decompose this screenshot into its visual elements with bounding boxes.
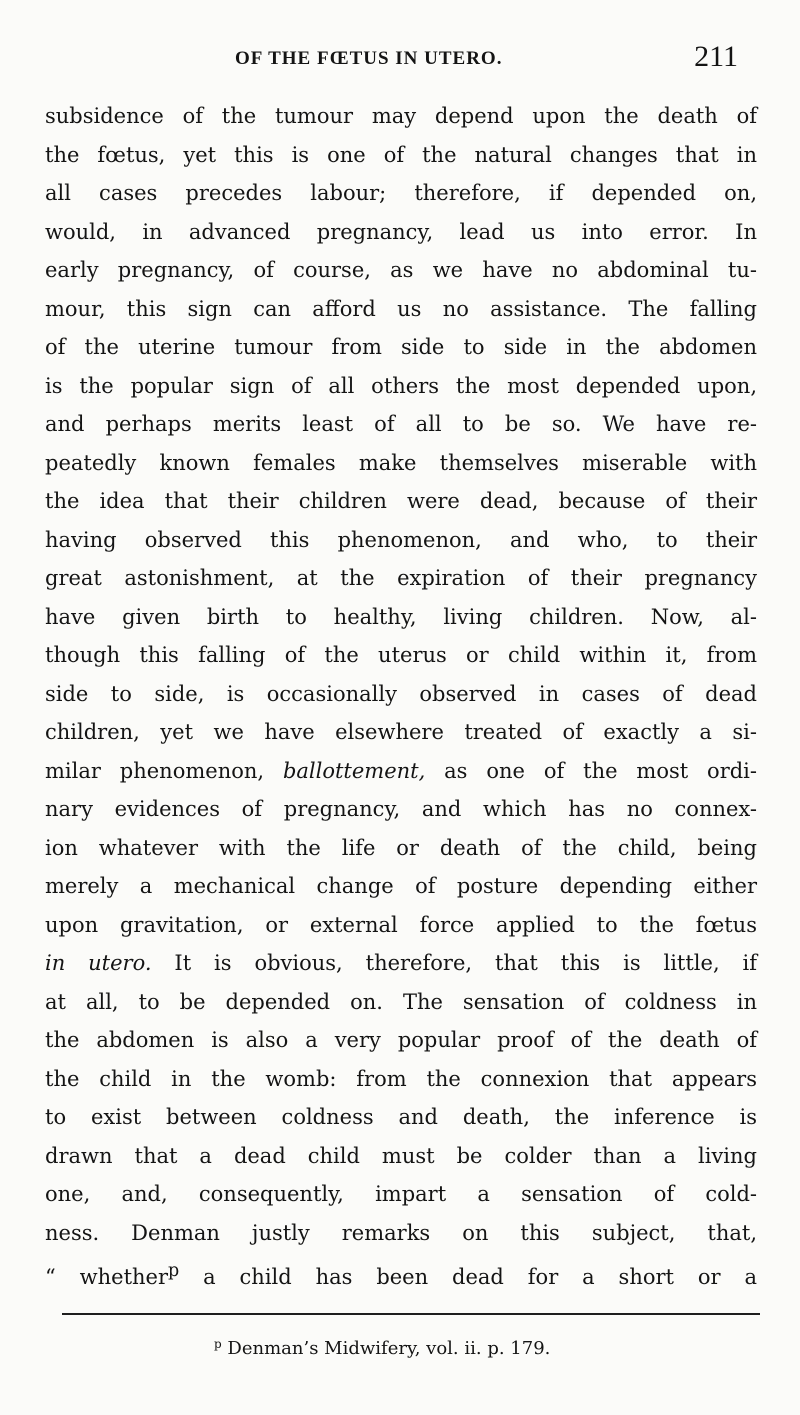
text-line-10: peatedly known females make themselves miserable with xyxy=(45,450,757,475)
running-title: OF THE FŒTUS IN UTERO. xyxy=(235,48,503,69)
text-line-29: one, and, consequently, impart a sensation of cold- xyxy=(45,1182,757,1206)
text-line-5: early pregnancy, of course, as we have no abdominal tu- xyxy=(45,258,757,282)
text-line-11: the idea that their children were dead, because of their xyxy=(45,489,757,513)
text-line-25: the abdomen is also a very popular proof of the death of xyxy=(45,1028,757,1052)
text-line-2: the fœtus, yet this is one of the natural changes that in xyxy=(45,142,757,167)
text-line-13: great astonishment, at the expiration of their pregnancy xyxy=(45,566,757,590)
body-text xyxy=(45,97,757,1291)
text-line-23: in utero. It is obvious, therefore, that this is little, if xyxy=(45,951,758,975)
text-line-22: upon gravitation, or external force applied to the fœtus xyxy=(45,912,757,937)
running-head xyxy=(40,38,760,78)
text-line-9: and perhaps merits least of all to be so. We have re- xyxy=(45,412,757,436)
text-line-27: to exist between coldness and death, the inference is xyxy=(45,1105,757,1129)
text-line-8: is the popular sign of all others the most depended upon, xyxy=(45,373,757,398)
text-line-16: side to side, is occasionally observed in cases of dead xyxy=(45,681,757,706)
footnote xyxy=(214,1337,550,1359)
text-line-26: the child in the womb: from the connexion that appears xyxy=(45,1066,757,1091)
page-number: 211 xyxy=(694,40,738,73)
text-line-21: merely a mechanical change of posture depending either xyxy=(45,874,757,898)
text-line-20: ion whatever with the life or death of the child, being xyxy=(45,835,757,860)
text-line-6: mour, this sign can afford us no assistance. The falling xyxy=(45,296,757,321)
text-line-3: all cases precedes labour; therefore, if depended on, xyxy=(45,181,757,205)
footnote-text: Denman’s Midwifery, vol. ii. p. 179. xyxy=(221,1338,551,1359)
text-line-30: ness. Denman justly remarks on this subject, that, xyxy=(45,1220,757,1245)
footnote-rule xyxy=(62,1313,760,1315)
text-line-12: having observed this phenomenon, and who, to their xyxy=(45,527,757,552)
text-line-17: children, yet we have elsewhere treated of exactly a si- xyxy=(45,720,757,744)
text-line-24: at all, to be depended on. The sensation of coldness in xyxy=(45,989,757,1014)
text-line-18: milar phenomenon, ballottement, as one of the most ordi- xyxy=(45,758,757,783)
text-line-7: of the uterine tumour from side to side in the abdomen xyxy=(45,335,757,359)
footnote-reference: p xyxy=(168,1261,180,1281)
italic-term: in utero. xyxy=(45,951,152,975)
text-line-4: would, in advanced pregnancy, lead us into error. In xyxy=(45,219,757,244)
text-line-15: though this falling of the uterus or child within it, from xyxy=(45,643,757,667)
italic-term: ballottement, xyxy=(282,758,426,783)
text-line-1: subsidence of the tumour may depend upon the death of xyxy=(45,104,757,128)
text-line-19: nary evidences of pregnancy, and which has no connex- xyxy=(45,797,757,821)
footnote-marker: p xyxy=(214,1337,222,1351)
text-line-31: “ whether$^p$ a child has been dead for a short or a xyxy=(45,1261,757,1289)
text-line-14: have given birth to healthy, living children. Now, al- xyxy=(45,604,757,629)
text-line-28: drawn that a dead child must be colder than a living xyxy=(45,1143,757,1168)
